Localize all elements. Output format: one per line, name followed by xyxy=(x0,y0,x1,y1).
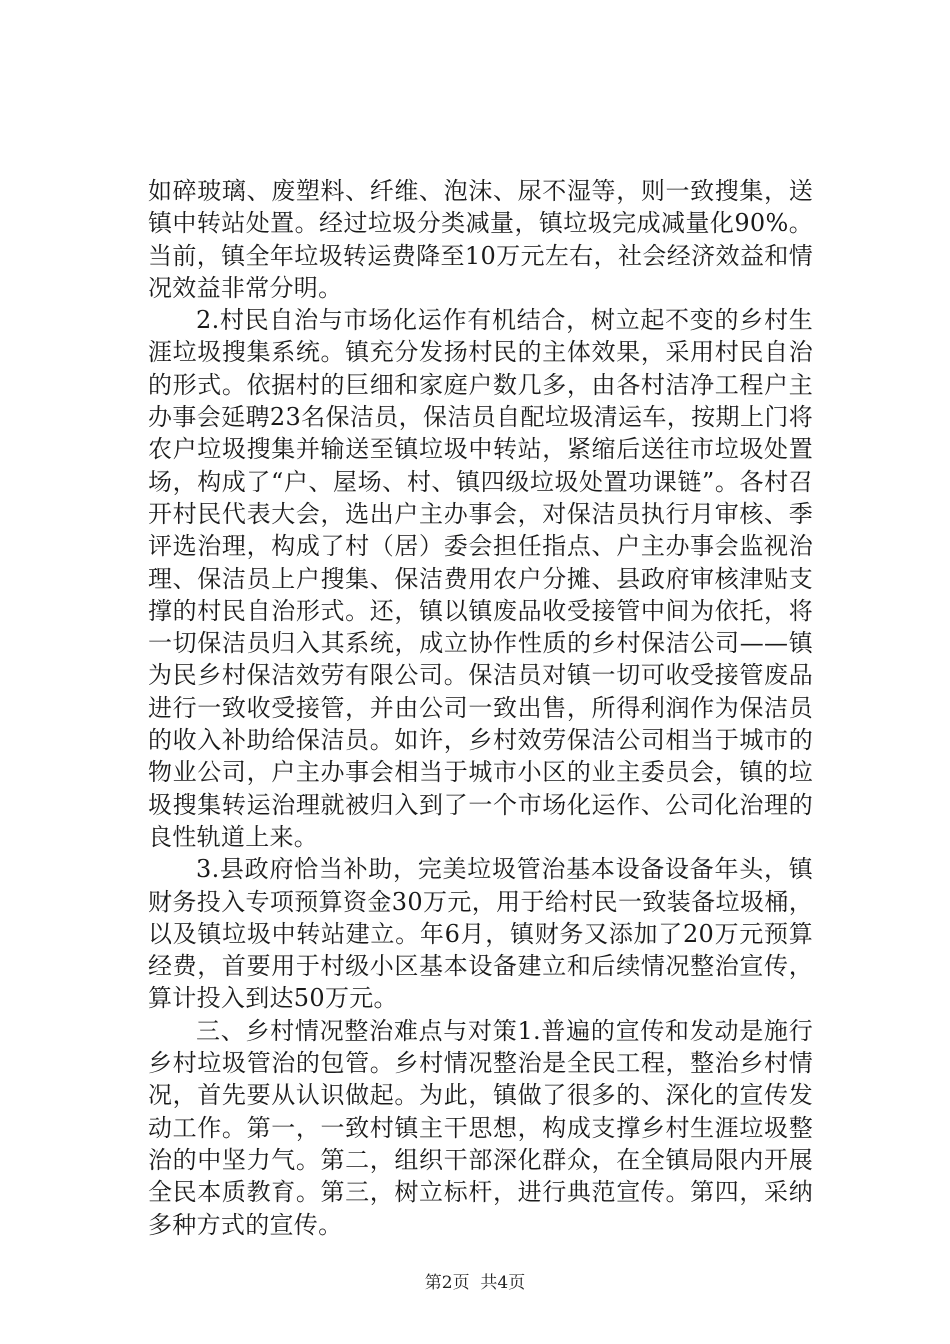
document-body xyxy=(148,175,813,1241)
paragraph-2: 2.村民自治与市场化运作有机结合，树立起不变的乡村生涯垃圾搜集系统。镇充分发扬村民的主体效果，采用村民自治的形式。依据村的巨细和家庭户数几多，由各村洁净工程户主办事会延聘23名保洁员，保洁员自配垃圾清运车，按期上门将农户垃圾搜集并输送至镇垃圾中转站，紧缩后送往市垃圾处置场，构成了“户、屋场、村、镇四级垃圾处置功课链”。各村召开村民代表大会，选出户主办事会，对保洁员执行月审核、季评选治理，构成了村（居）委会担任指点、户主办事会监视治理、保洁员上户搜集、保洁费用农户分摊、县政府审核津贴支撑的村民自治形式。还，镇以镇废品收受接管中间为依托，将一切保洁员归入其系统，成立协作性质的乡村保洁公司——镇为民乡村保洁效劳有限公司。保洁员对镇一切可收受接管废品进行一致收受接管，并由公司一致出售，所得利润作为保洁员的收入补助给保洁员。如许，乡村效劳保洁公司相当于城市的物业公司，户主办事会相当于城市小区的业主委员会，镇的垃圾搜集转运治理就被归入到了一个市场化运作、公司化治理的良性轨道上来。 xyxy=(148,306,813,851)
page-footer xyxy=(0,1273,950,1293)
paragraph-3: 3.县政府恰当补助，完美垃圾管治基本设备设备年头，镇财务投入专项预算资金30万元，用于给村民一致装备垃圾桶，以及镇垃圾中转站建立。年6月，镇财务又添加了20万元预算经费，首要用于村级小区基本设备建立和后续情况整治宣传，算计投入到达50万元。 xyxy=(148,855,813,1013)
page-number-label: 第2页 共4页 xyxy=(424,1273,526,1293)
paragraph-1: 如碎玻璃、废塑料、纤维、泡沫、尿不湿等，则一致搜集，送镇中转站处置。经过垃圾分类减量，镇垃圾完成减量化90%。当前，镇全年垃圾转运费降至10万元左右，社会经济效益和情况效益非常分明。 xyxy=(148,177,813,302)
paragraph-4: 三、乡村情况整治难点与对策1.普遍的宣传和发动是施行乡村垃圾管治的包管。乡村情况整治是全民工程，整治乡村情况，首先要从认识做起。为此，镇做了很多的、深化的宣传发动工作。第一，一致村镇主干思想，构成支撑乡村生涯垃圾整治的中坚力气。第二，组织干部深化群众，在全镇局限内开展全民本质教育。第三，树立标杆，进行典范宣传。第四，采纳多种方式的宣传。 xyxy=(148,1016,813,1239)
